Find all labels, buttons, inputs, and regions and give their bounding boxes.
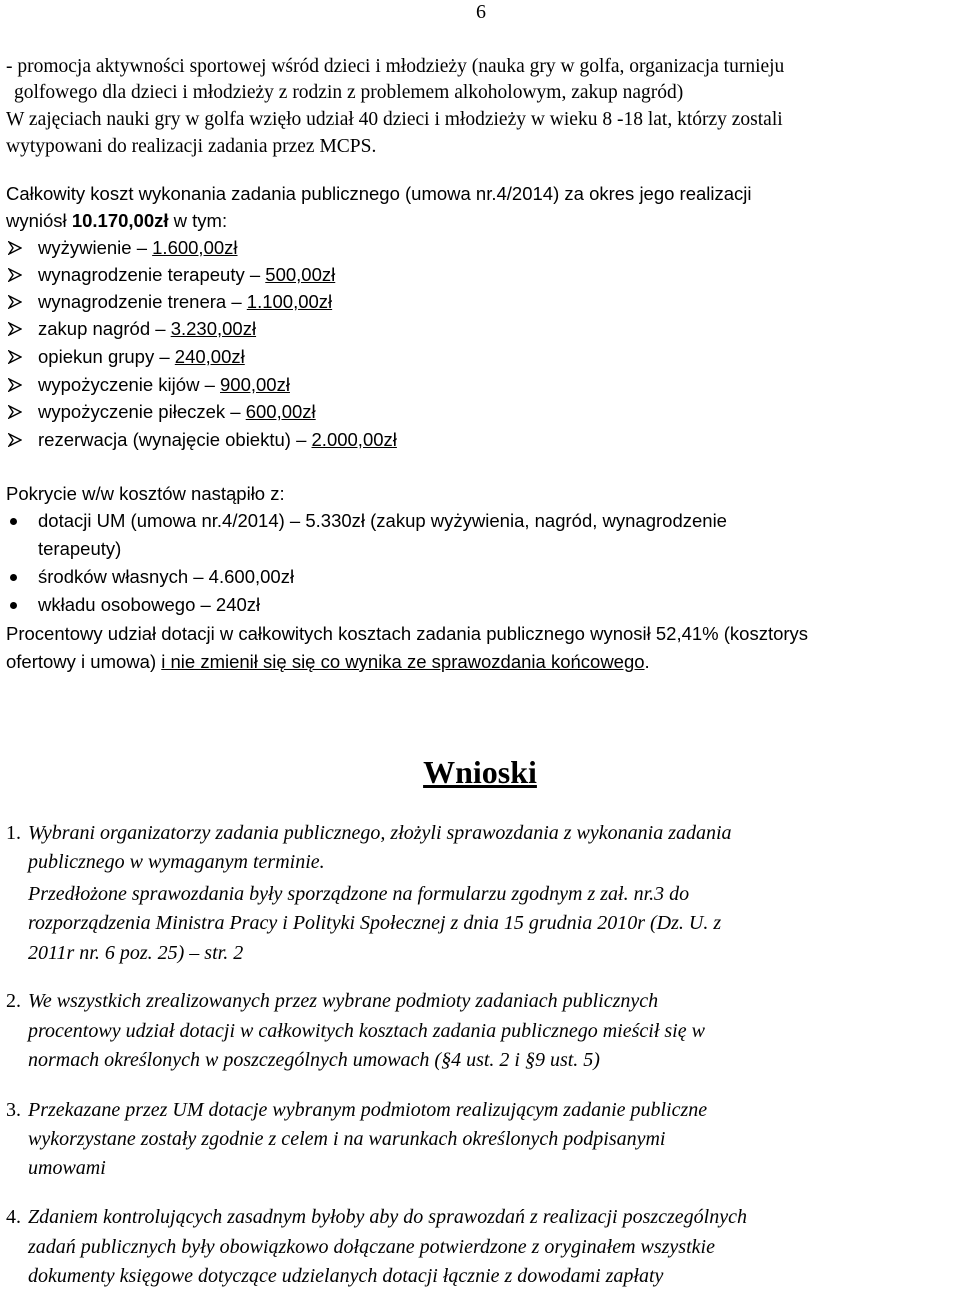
cost-item-label: zakup nagród – — [38, 318, 171, 339]
cost-item-label: wyżywienie – — [38, 237, 153, 258]
conclusion-line: procentowy udział dotacji w całkowitych kosztach zadania publicznego mieścił się w — [28, 1020, 705, 1042]
conclusion-line: Wybrani organizatorzy zadania publicznego, złożyli sprawozdania z wykonania zadania — [28, 822, 732, 844]
arrow-bullet-icon — [8, 268, 22, 282]
page-number: 6 — [476, 1, 486, 23]
cost-item-amount: 600,00zł — [245, 401, 316, 422]
arrow-bullet-icon — [8, 405, 22, 419]
cost-prefix: wyniósł — [6, 210, 72, 231]
conclusion-number: 2. — [6, 990, 21, 1012]
conclusion-1 — [6, 819, 732, 848]
percent-suffix: . — [644, 651, 650, 672]
intro-line-1: - promocja aktywności sportowej wśród dzieci i młodzieży (nauka gry w golfa, organizacja turnieju — [6, 56, 785, 77]
conclusion-line: umowami — [28, 1157, 106, 1179]
arrow-bullet-icon — [8, 433, 22, 447]
arrow-bullet-icon — [8, 295, 22, 309]
section-heading: Wnioski — [423, 754, 537, 790]
cost-item-amount: 240,00zł — [174, 346, 245, 367]
intro-line-2: golfowego dla dzieci i młodzieży z rodzin z problemem alkoholowym, zakup nagród) — [14, 82, 684, 103]
conclusion-line: rozporządzenia Ministra Pracy i Polityki Społecznej z dnia 15 grudnia 2010r (Dz. U. z — [28, 912, 722, 934]
coverage-item-continuation: terapeuty) — [38, 538, 122, 559]
conclusion-line: publicznego w wymaganym terminie. — [28, 851, 325, 873]
coverage-item-line: dotacji UM (umowa nr.4/2014) – 5.330zł (zakup wyżywienia, nagród, wynagrodzenie — [38, 510, 727, 531]
conclusion-line: Zdaniem kontrolujących zasadnym byłoby aby do sprawozdań z realizacji poszczególnych — [28, 1206, 747, 1228]
percent-line-1: Procentowy udział dotacji w całkowitych kosztach zadania publicznego wynosił 52,41% (kosztorys — [6, 623, 809, 644]
coverage-item-line: wkładu osobowego – 240zł — [38, 594, 261, 615]
conclusion-2 — [6, 987, 659, 1016]
conclusion-4 — [6, 1203, 747, 1232]
arrow-bullet-icon — [8, 241, 22, 255]
percent-line-2 — [6, 648, 650, 676]
cost-line-2 — [6, 207, 227, 235]
cost-item-label: wypożyczenie kijów – — [38, 374, 220, 395]
conclusion-line: Przekazane przez UM dotacje wybranym podmiotom realizującym zadanie publiczne — [28, 1099, 708, 1121]
cost-suffix: w tym: — [168, 210, 228, 231]
arrow-bullet-icon — [8, 378, 22, 392]
percent-underlined: i nie zmienił się się co wynika ze sprawozdania końcowego — [161, 651, 645, 672]
arrow-bullet-icon — [8, 350, 22, 364]
arrow-bullet-icon — [8, 322, 22, 336]
coverage-item-line: środków własnych – 4.600,00zł — [38, 566, 295, 587]
conclusion-line: wykorzystane zostały zgodnie z celem i na warunkach określonych podpisanymi — [28, 1128, 666, 1150]
dot-bullet-icon — [10, 574, 17, 581]
cost-item-label: rezerwacja (wynajęcie obiektu) – — [38, 429, 312, 450]
conclusion-line: zadań publicznych były obowiązkowo dołączane potwierdzone z oryginałem wszystkie — [28, 1236, 715, 1258]
conclusion-line: Przedłożone sprawozdania były sporządzone na formularzu zgodnym z zał. nr.3 do — [28, 883, 690, 905]
intro-line-3: W zajęciach nauki gry w golfa wzięło udział 40 dzieci i młodzieży w wieku 8 -18 lat, którzy zostali — [6, 109, 783, 130]
conclusion-line: 2011r nr. 6 poz. 25) – str. 2 — [28, 942, 244, 964]
cost-item-amount: 1.600,00zł — [152, 237, 238, 258]
conclusion-line: dokumenty księgowe dotyczące udzielanych dotacji łącznie z dowodami zapłaty — [28, 1265, 664, 1287]
cost-item-amount: 900,00zł — [220, 374, 290, 395]
cost-total: 10.170,00zł — [71, 210, 169, 231]
coverage-title: Pokrycie w/w kosztów nastąpiło z: — [6, 483, 285, 504]
conclusion-line: We wszystkich zrealizowanych przez wybrane podmioty zadaniach publicznych — [28, 990, 659, 1012]
cost-item-label: wynagrodzenie terapeuty – — [38, 264, 266, 285]
cost-item-amount: 3.230,00zł — [170, 318, 257, 339]
cost-item-label: wypożyczenie piłeczek – — [38, 401, 246, 422]
cost-item-label: wynagrodzenie trenera – — [38, 291, 247, 312]
intro-line-4: wytypowani do realizacji zadania przez MCPS. — [6, 136, 377, 157]
cost-item-amount: 2.000,00zł — [311, 429, 397, 450]
dot-bullet-icon — [10, 602, 17, 609]
conclusion-3 — [6, 1096, 708, 1125]
cost-item-amount: 500,00zł — [265, 264, 336, 285]
conclusion-number: 4. — [6, 1206, 21, 1228]
cost-item-amount: 1.100,00zł — [246, 291, 333, 312]
conclusion-number: 1. — [6, 822, 21, 844]
conclusion-line: normach określonych w poszczególnych umowach (§4 ust. 2 i §9 ust. 5) — [28, 1049, 600, 1071]
conclusion-number: 3. — [6, 1099, 21, 1121]
cost-line-1: Całkowity koszt wykonania zadania publicznego (umowa nr.4/2014) za okres jego realizacji — [6, 183, 752, 204]
cost-item-label: opiekun grupy – — [38, 346, 175, 367]
percent-prefix: ofertowy i umowa) — [6, 651, 162, 672]
dot-bullet-icon — [10, 518, 17, 525]
